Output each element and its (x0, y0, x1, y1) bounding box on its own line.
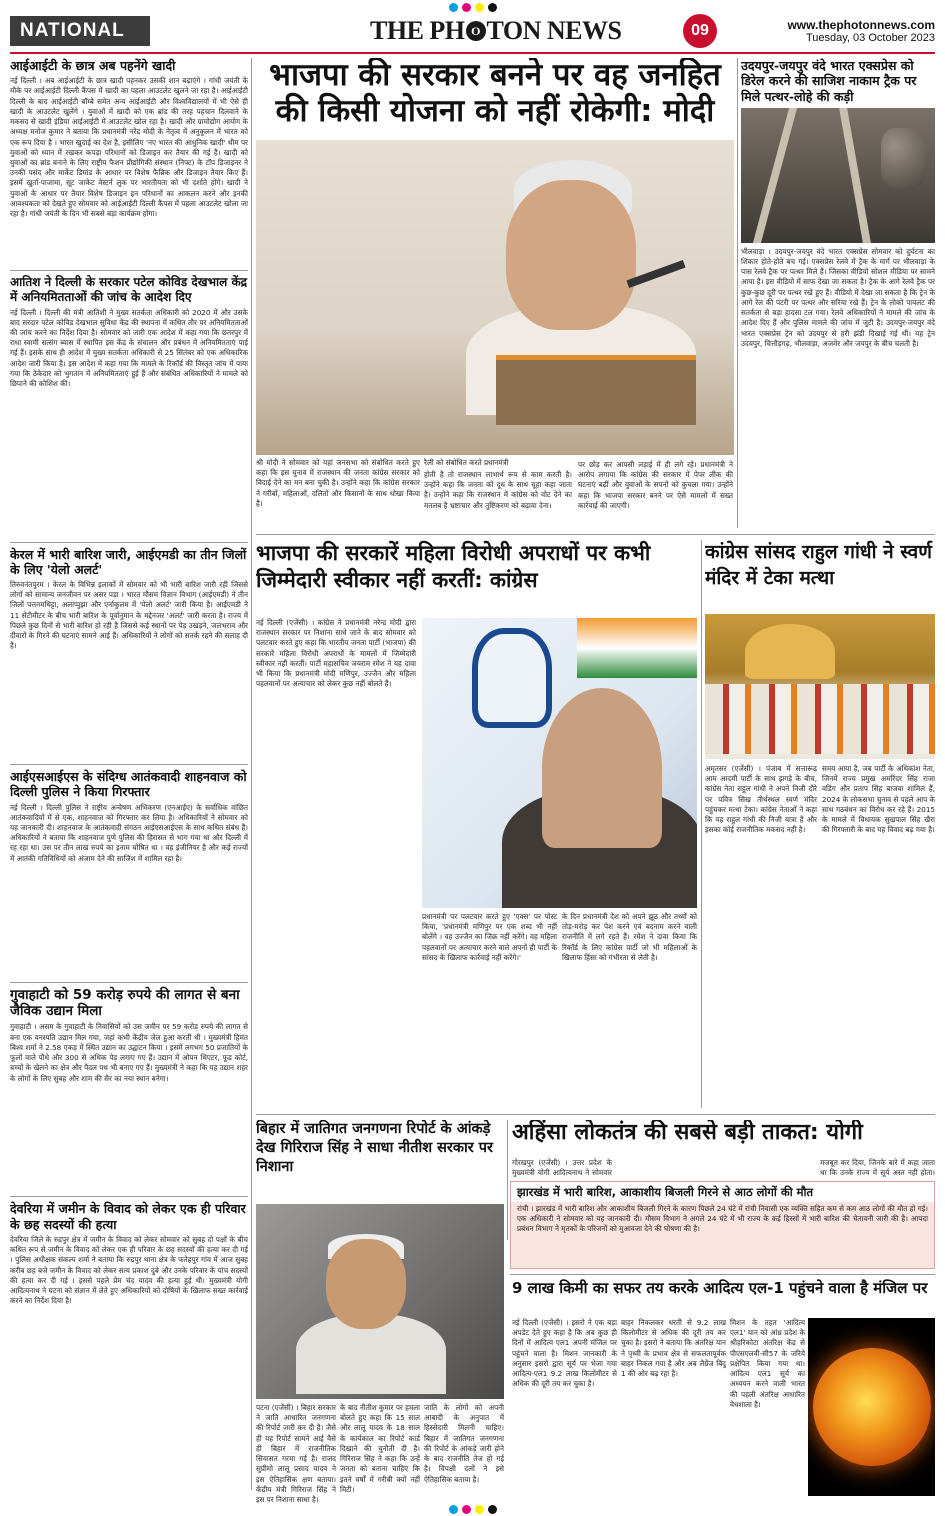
yogi-headline-block (512, 1120, 935, 1160)
rahul-body-col-2: समय आया है, जब पार्टी के अधिकांश नेता, जिनमें राज्य प्रमुख अमरिंदर सिंह राजा वडिंग और प्रताप सिंह बाजवा शामिल हैं, 2024 के लोकसभा चुनाव से पहले आप के साथ गठबंधन का विरोध कर रहे हैं। 2015 के मामले में विधायक सुखपाल सिंह खैरा की गिरफ्तारी के बाद यह विवाद बढ़ गया है। (822, 764, 935, 835)
divider (10, 764, 248, 765)
jairam-ramesh-photo (422, 618, 697, 908)
jharkhand-body: रांची । झारखंड में भारी बारिश और आकाशीय बिजली गिरने के कारण पिछले 24 घंटे में रांची निवासी एक व्यक्ति सहित कम से कम आठ लोगों की मौत हो गई। एक अधिकारी ने सोमवार को यह जानकारी दी। मौसम विभाग ने अगले 24 घंटे में भी राज्य के कई हिस्सों में भारी बारिश की चेतावनी जारी की है। आपदा प्रबंधन विभाग ने मृतकों के परिजनों को मुआवजा देने की घोषणा की है। (517, 1204, 928, 1234)
section-divider (510, 1274, 935, 1275)
lead-headline: भाजपा की सरकार बनने पर वह जनहित की किसी योजना को नहीं रोकेगी: मोदी (269, 58, 721, 129)
yogi-headline: अहिंसा लोकतंत्र की सबसे बड़ी ताकत: योगी (512, 1120, 863, 1145)
lead-headline-block (256, 58, 734, 138)
aditya-headline-block (512, 1279, 935, 1319)
column-divider (507, 1120, 508, 1240)
cong-headline-block (256, 540, 696, 612)
story-isis-headline: आईएसआईएस के संदिग्ध आतंकवादी शाहनवाज को दिल्ली पुलिस ने किया गिरफ्तार (10, 769, 247, 800)
registration-marks-bottom (0, 1502, 945, 1516)
sun-photo (808, 1318, 935, 1496)
cong-body-col-3: के दिन प्रधानमंत्री देश को अपने झूठ और तथ्यों को तोड़-मरोड़ कर पेश करने एवं बदनाम करने वाली राजनीति में लगे रहते हैं। रमेश ने दावा किया कि रिकॉर्ड के लिए कांग्रेस पार्टी जो भी महिलाओं के खिलाफ हिंसा को गंभीरता से लेती है। (562, 912, 697, 962)
story-deoria-headline: देवरिया में जमीन के विवाद को लेकर एक ही परिवार के छह सदस्यों की हत्या (10, 1201, 246, 1232)
story-khadi-body: नई दिल्ली । अब आईआईटी के छात्र खादी पहनकर उसकी शान बढ़ाएंगे । गांधी जयंती के मौके पर आईआईटी दिल्ली कैंपस में खादी का पहला आउटलेट खुलने जा रहा है। आईआईटी दिल्ली के बाद आईआईटी बॉम्बे समेत अन्य आईआईटी और विश्वविद्यालयों में भी ऐसे ही खादी के आउटलेट खुलेंगे । युवाओं में खादी को एक ब्रांड की तरह पहचान दिलवाने के मकसद से खादी इंडिया आईआईटी में आउटलेट खोल रहा है। खादी और ग्रामोद्योग आयोग के अध्यक्ष मनोज कुमार ने बताया कि प्रधानमंत्री नरेंद्र मोदी के नेतृत्व में अनुकूलन में भारत को एक रूप दिया है । भारत खुदाई का देश है, इसीलिए 'नए भारत की आधुनिक खादी' थीम पर युवाओं को ध्यान में रखकर कपड़ा परिधानों को डिजाइन कर तैयार की गई है। खादी को युवाओं का ब्रांड बनाने के लिए राष्ट्रीय फैशन प्रौद्योगिकी संस्थान (निफ्ट) के टॉप डिजाइनर ने उनकी पसंद और मार्केट डिमांड के आधार पर विशेष फैब्रिक और डिजाइन तैयार किए हैं। इसमें खुर्ता-पाजामा, सूट जाकेट वेस्टर्न लुक पर भारतीयता को भी दर्शाते होंगे। खादी ने युवाओं के आधार पर तैयार विशेष डिजाइन इन परिधानों का आकलन करने और इनकी आवश्यकता को देखते हुए सोमवार को आईआईटी दिल्ली कैंपस में पहला आउटलेट खोला जा रहा है। गांधी जयंती के दिन भी सबसे बड़ा कार्यक्रम होगा। (10, 76, 248, 219)
modi-photo (256, 140, 734, 455)
yogi-body-col-3: मजबूत कर दिया, जिनके बारे में कहा जाता था कि उनके राज्य में सूर्य अस्त नहीं होता। (820, 1158, 935, 1178)
rail-track-photo (741, 108, 935, 243)
golden-temple-photo (705, 614, 935, 759)
story-atishi-headline: आतिश ने दिल्ली के सरकार पटेल कोविड देखभाल केंद्र में अनियमितताओं की जांच के आदेश दिए (10, 275, 248, 304)
giriraj-headline-block (256, 1120, 504, 1200)
header-rule (10, 52, 935, 54)
title-part-2: TON NEWS (486, 16, 622, 45)
giriraj-singh-photo (256, 1204, 504, 1399)
giriraj-headline: बिहार में जातिगत जनगणना रिपोर्ट के आंकड़े देख गिरिराज सिंह ने साधा नीतीश सरकार पर निशाना (256, 1121, 493, 1175)
website-url[interactable]: www.thephotonnews.com (787, 18, 935, 32)
divider (10, 1196, 248, 1197)
story-guwahati-body: गुवाहाटी । असम के गुवाहाटी के निवासियों को उस जमीन पर 59 करोड़ रुपये की लागत से बना एक वनस्पति उद्यान मिल गया, जहां कभी केंद्रीय जेल हुआ करती थी । मुख्यमंत्री हिमंत बिश्व शर्मा ने 2.58 एकड़ में स्थित उद्यान का उद्घाटन किया । इसमें लगभग 50 प्रजातियों के फूलों वाले पौधे और 300 से अधिक पेड़ लगाए गए हैं। उद्यान में ओपन थिएटर, फूड कोर्ट, बच्चों के खेलने का क्षेत्र और पैदल पथ भी बनाए गए हैं। मुख्यमंत्री ने कहा कि यह उद्यान शहर के लोगों के लिए सुबह और शाम की सैर का नया स्थान बनेगा। (10, 1022, 248, 1083)
lead-body-col-2: श्री मोदी ने सोमवार को यहां जनसभा को संबोधित करते हुए कहा कि इस चुनाव में राजस्थान की जनता कांग्रेस सरकार को विदाई देने का मन बना चुकी है। उन्होंने कहा कि कांग्रेस सरकार ने गरीबों, महिलाओं, दलितों और किसानों के साथ धोखा किया है। (256, 458, 420, 508)
section-divider (256, 534, 935, 535)
masthead-meta (725, 18, 935, 44)
story-guwahati-headline: गुवाहाटी को 59 करोड़ रुपये की लागत से बना जैविक उद्यान मिला (10, 986, 240, 1019)
rail-story (741, 58, 935, 528)
divider (10, 542, 248, 543)
jharkhand-story-box (510, 1181, 935, 1269)
aditya-headline: 9 लाख किमी का सफर तय करके आदित्य एल-1 पहुंचने वाला है मंजिल पर (512, 1279, 928, 1297)
lead-body-col-3: होती है तो राजस्थान लाभार्थ रूप से काम करती है। उन्होंने कहा कि जनता को दूध के साथ चूहा कहा जाता है। उन्होंने कहा कि राजस्थान में कांग्रेस को वोट देने का मतलब है भ्रष्टाचार और तुष्टिकरण को बढ़ावा देना। (424, 470, 572, 510)
aditya-body-col-3: मिशन के तहत 'आदित्य एल1' यान को आंध्र प्रदेश के श्रीहरिकोटा अंतरिक्ष केंद्र से पीएसएलवी-सी57 के जरिये प्रक्षेपित किया गया था। आदित्य एल1 सूर्य का अध्ययन करने वाली भारत की पहली अंतरिक्ष आधारित वेधशाला है। (730, 1318, 805, 1409)
cong-headline: भाजपा की सरकारें महिला विरोधी अपराधों पर कभी जिम्मेदारी स्वीकार नहीं करतीं: कांग्रेस (256, 541, 651, 593)
story-kerala-headline: केरल में भारी बारिश जारी, आईएमडी का तीन जिलों के लिए 'येलो अलर्ट' (10, 546, 247, 577)
aditya-body-col-2: बाहर निकलकर धरती से 9.2 लाख किलोमीटर से अधिक की दूरी तय कर चुका है। इसरो ने बताया कि अंतरिक्ष यान ने पृथ्वी के प्रभाव क्षेत्र से सफलतापूर्वक बाहर निकल गया है और अब लैग्रेंज बिंदु 1 की ओर बढ़ रहा है। (621, 1318, 726, 1379)
rahul-headline: कांग्रेस सांसद राहुल गांधी ने स्वर्ण मंदिर में टेका मत्था (705, 541, 932, 589)
column-divider (251, 58, 252, 1490)
giriraj-body-col-2: के बाद नीतीश कुमार पर हमला बोलते हुए कहा कि 15 साल और लालू यादव के 18 साल के कार्यकाल का रिपोर्ट कार्ड दिखाने की चुनौती दी है। गिरिराज सिंह ने कहा कि उन्हें जनता को बताना चाहिए कि इतने वर्षों में गरीबी क्यों नहीं मिटी। (340, 1403, 420, 1494)
lead-body-col-4: पर छोड़ कर आपसी लड़ाई में ही लगे रहे। प्रधानमंत्री ने आरोप लगाया कि कांग्रेस की सरकार में पेपर लीक की घटनाएं बढ़ीं और युवाओं के सपनों को कुचला गया। उन्होंने कहा कि भाजपा सरकार बनने पर ऐसे मामलों में सख्त कार्रवाई की जाएगी। (578, 460, 733, 510)
column-divider (701, 540, 702, 1108)
aditya-body-col-1: नई दिल्ली (एजेंसी) । इसरो ने एक बड़ा अपडेट देते हुए कहा है कि अब कुछ ही दिनों में आदित्य एल1 अपनी मंजिल पर पहुंचने वाला है। मिशन जानकारी के अनुसार इसरो द्वारा सूर्य पर भेजा गया आदित्य-एल1 9.2 लाख किलोमीटर से अधिक की दूरी तय कर चुका है। (512, 1318, 617, 1389)
left-column (10, 58, 248, 1490)
rahul-headline-block (705, 540, 935, 610)
story-atishi-body: नई दिल्ली । दिल्ली की मंत्री आतिशी ने मुख्य सतर्कता अधिकारी को 2020 में और उसके बाद सरदार पटेल कोविड देखभाल सुविधा केंद्र की स्थापना में कथित तौर पर अनियमितताओं की जांच करने का निर्देश दिया है। सोमवार को जारी एक आदेश में कहा गया कि छतरपुर में राधा स्वामी सत्संग ब्यास में स्थापित इस केंद्र के संचालन और प्रबंधन में अनियमितताएं पाई गई हैं। इसके साथ ही आदेश में मुख्य सतर्कता अधिकारी से 25 सितंबर को एक अधिकारिक आदेश जारी किया है। इस आदेश में कहा गया कि मामले के रिकॉर्ड की विस्तृत जांच में पाया गया कि ठेकेदार को भुगतान में अनियमितताएं हुई हैं और संबंधित अधिकारियों ने मामले को छिपाने की कोशिश की। (10, 307, 248, 389)
rail-body: भीलवाड़ा । उदयपुर-जयपुर वंदे भारत एक्सप्रेस सोमवार को दुर्घटना का शिकार होते-होते बच गई। एक्सप्रेस रेलवे में ट्रैक के मार्ग पर भीलवाड़ा के पास रेलवे ट्रैक पर पत्थर मिले हैं। जिसका वीडियो सोशल मीडिया पर सामने आया है। इस वीडियो में साफ देखा जा सकता है। ट्रैक के आगे रेलवे ट्रैक पर कुछ-कुछ दूरी पर पत्थर रखे हुए हैं। वीडियो में देखा जा सकता है कि ट्रेन के आगे रेल की पटरी पर पत्थर और सरिया रखे हैं। ट्रेन के लोको पायलट की सतर्कता से बड़ा हादसा टल गया। रेलवे अधिकारियों ने मामले की जांच के आदेश दिए हैं और पुलिस मामले की जांच में जुटी है। उदयपुर-जयपुर वंदे भारत एक्सप्रेस ट्रेन को उदयपुर से हरी झंडी दिखाई गई थी। यह ट्रेन उदयपुर, चित्तौड़गढ़, भीलवाड़ा, अजमेर और जयपुर के बीच चलती है। (741, 246, 935, 348)
rahul-body-col-1: अमृतसर (एजेंसी) । पंजाब में सत्तारूढ़ आम आदमी पार्टी के साथ झगड़े के बीच, कांग्रेस नेता राहुल गांधी ने अपने निजी दौरे पर पवित्र सिख तीर्थस्थल स्वर्ण मंदिर पहुंचकर मत्था टेका। कांग्रेस नेताओं ने कहा कि यह राहुल गांधी की निजी यात्रा है और इसका कोई राजनीतिक मकसद नहीं है। (705, 764, 817, 835)
cong-body-col-1: नई दिल्ली (एजेंसी) । कांग्रेस ने प्रधानमंत्री नरेन्द्र मोदी द्वारा राजस्थान सरकार पर निशाना साधे जाने के बाद सोमवार को पलटवार करते हुए कहा कि भारतीय जनता पार्टी (भाजपा) की सरकारें महिला विरोधी अपराधों के मामलों में जिम्मेदारी स्वीकार नहीं करतीं। पार्टी महासचिव जयराम रमेश ने यह दावा भी किया कि प्रधानमंत्री मोदी मणिपुर, उज्जैन और महिला पहलवानों पर अत्याचार को लेकर कुछ नहीं बोलते हैं। (256, 618, 416, 689)
divider (10, 982, 248, 983)
giriraj-body-col-3: जाति के लोगों को अपनी आबादी के अनुपात में हिस्सेदारी मिलनी चाहिए। बिहार में जातिगत जनगणना की रिपोर्ट के आंकड़े जारी होने के बाद राजनीति तेज हो गई है। विपक्षी दलों ने इसे ऐतिहासिक बताया है। (424, 1403, 504, 1484)
lead-photo-caption: रैली को संबोधित करते प्रधानमंत्री (424, 458, 509, 467)
issue-date: Tuesday, 03 October 2023 (805, 32, 935, 44)
cong-body-col-2: प्रधानमंत्री पर पलटवार करते हुए 'एक्स' पर पोस्ट किया, 'प्रधानमंत्री मणिपुर पर एक शब्द भी नहीं बोलेंगे । वह उज्जैन का जिक्र नहीं करेंगे। वह महिला पहलवानों पर अत्याचार करने वाले अपनों ही पार्टी के सांसद के खिलाफ कार्रवाई नहीं करेंगे।' (422, 912, 557, 962)
divider (10, 270, 248, 271)
story-kerala-body: तिरुवनंतपुरम । केरल के विभिन्न इलाकों में सोमवार को भी भारी बारिश जारी रही जिससे लोगों को सामान्य जनजीवन पर असर पड़ा । भारत मौसम विज्ञान विभाग (आईएमडी) ने तीन जिलों पत्तनमथिट्टा, अलाप्पुझा और एर्नाकुलम में 'येलो अलर्ट' जारी किया है। आईएमडी ने 11 सेंटीमीटर के बीच भारी बारिश के पूर्वानुमान के मद्देनजर 'अलर्ट' जारी करता है। राज्य में पिछले कुछ दिनों से भारी बारिश हो रही है जिससे कई स्थानों पर पेड़ उखड़ने, जलभराव और दीवारों के गिरने की घटनाएं सामने आई हैं। अधिकारियों ने लोगों को सतर्क रहने की सलाह दी है। (10, 580, 248, 651)
masthead (10, 14, 935, 48)
rail-headline: उदयपुर-जयपुर वंदे भारत एक्सप्रेस को डिरेल करने की साजिश नाकाम ट्रैक पर मिले पत्थर-लोहे की कड़ी (741, 58, 917, 104)
registration-marks-top (0, 0, 945, 14)
section-divider (256, 1114, 935, 1115)
photon-logo-icon: O (466, 21, 486, 41)
title-part-1: THE PH (370, 16, 465, 45)
giriraj-body-col-1: पटना (एजेंसी) । बिहार सरकार ने जाति आधारित जनगणना की रिपोर्ट जारी कर दी है। जैसे ही यह रिपोर्ट सामने आई वैसे ही बिहार में राजनीतिक सियासत गरमा गई है। राजद सुप्रीमो लालू प्रसाद यादव ने इस ऐतिहासिक क्षण बताया। केंद्रीय मंत्री गिरिराज सिंह ने इस पर निशाना साधा है। (256, 1403, 336, 1504)
page-number-badge: 09 (683, 14, 717, 48)
newspaper-title (370, 16, 621, 46)
column-divider (737, 58, 738, 528)
section-tag: NATIONAL (10, 16, 150, 46)
yogi-body-col-1: गोरखपुर (एजेंसी) । उत्तर प्रदेश के मुख्यमंत्री योगी आदित्यनाथ ने सोमवार (512, 1158, 612, 1178)
story-deoria-body: देवरिया जिले के रुद्रपुर क्षेत्र में जमीन के विवाद को लेकर सोमवार को सुबह दो पक्षों के बीच कथित रूप से जमीन के विवाद को लेकर एक ही परिवार के छह सदस्यों की हत्या कर दी गई । पुलिस अधीक्षक संकल्प शर्मा ने बताया कि रुद्रपुर थाना क्षेत्र के फतेहपुर गांव में आज सुबह करीब छह बजे जमीन के विवाद को लेकर सत्य प्रकाश दुबे और उनके परिवार के पांच सदस्यों की हत्या कर दी गई । इससे पहले प्रेम चंद यादव की हत्या हुई थी। मुख्यमंत्री योगी आदित्यनाथ ने घटना को संज्ञान में लेते हुए अधिकारियों को दोषियों के खिलाफ सख्त कार्रवाई करने का निर्देश दिया है। (10, 1234, 248, 1306)
jharkhand-headline: झारखंड में भारी बारिश, आकाशीय बिजली गिरने से आठ लोगों की मौत (511, 1182, 934, 1202)
story-isis-body: नई दिल्ली । दिल्ली पुलिस ने राष्ट्रीय अन्वेषण अभिकरण (एनआईए) के सर्वाधिक वांछित आतंकवादियों में से एक, शाहनवाज को गिरफ्तार कर लिया है। अधिकारियों ने सोमवार को यह जानकारी दी। शाहनवाज के आतंकवादी संगठन आईएसआईएस के साथ कथित संबंध हैं। अधिकारियों ने बताया कि शाहनवाज पुणे पुलिस की हिरासत से भाग गया था और दिल्ली में रह रहा था। उस पर तीन लाख रुपये का इनाम घोषित था । वह इंजीनियर है और कई राज्यों में आतंकी गतिविधियों को अंजाम देने की साजिश में शामिल रहा है। (10, 802, 248, 863)
story-khadi-headline: आईआईटी के छात्र अब पहनेंगे खादी (10, 58, 176, 73)
